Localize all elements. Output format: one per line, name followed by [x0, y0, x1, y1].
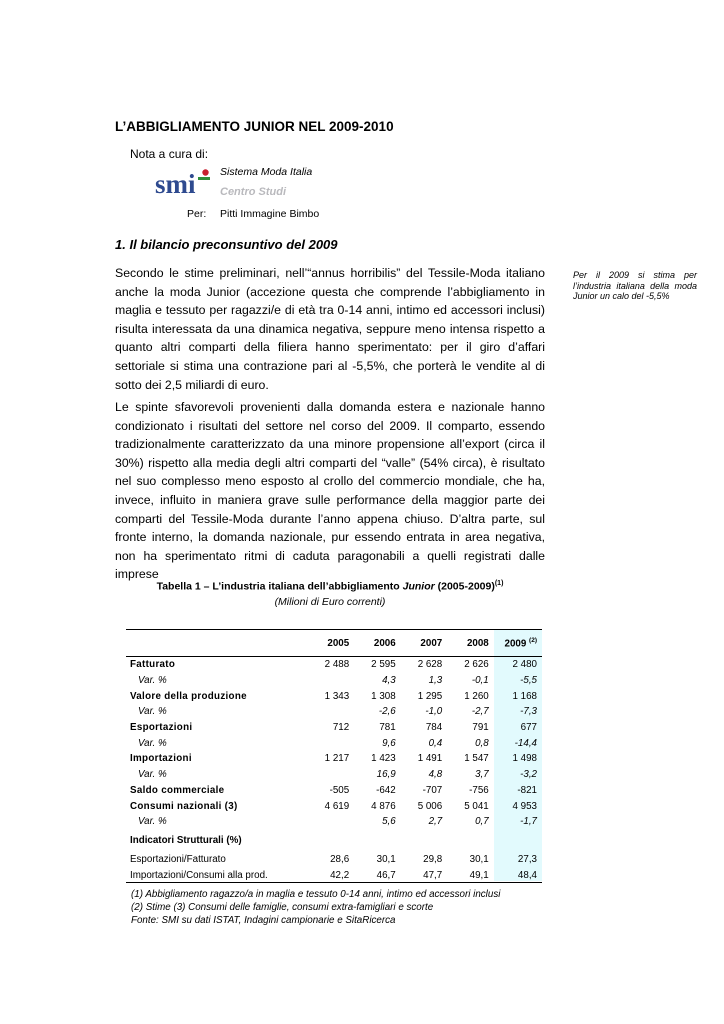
row-label: Var. % [138, 816, 167, 828]
header-year: 2005 [327, 637, 350, 649]
section-heading: 1. Il bilancio preconsuntivo del 2009 [115, 237, 338, 252]
table-cell: 1 498 [512, 753, 537, 765]
table-cell [308, 673, 355, 689]
table-cell: 5 006 [417, 800, 443, 812]
table-cell: 5 041 [464, 800, 489, 812]
org-name: Sistema Moda Italia [220, 166, 313, 178]
table-cell: 28,6 [330, 853, 350, 865]
table-cell: 1 343 [324, 690, 350, 702]
table-cell: 2,7 [428, 816, 443, 828]
table-caption [115, 580, 545, 593]
table-row [126, 657, 542, 673]
margin-note: Per il 2009 si stima per l’industria italiana della moda Junior un calo del -5,5% [573, 270, 697, 302]
row-label: Esportazioni/Fatturato [130, 853, 226, 865]
table-row [126, 798, 542, 814]
table-cell: 46,7 [376, 869, 396, 881]
table-cell: 791 [472, 722, 489, 734]
org-department: Centro Studi [220, 186, 286, 198]
table-cell: 30,1 [469, 853, 489, 865]
table-cell: 677 [520, 722, 537, 734]
table-cell: 781 [379, 722, 396, 734]
row-label: Consumi nazionali (3) [130, 800, 238, 812]
table-subcaption: (Milioni di Euro correnti) [274, 596, 386, 608]
nota-label: Nota a cura di: [130, 147, 209, 161]
table-row [126, 830, 542, 852]
data-table [126, 629, 542, 883]
table-body [126, 657, 542, 883]
row-label: Var. % [138, 737, 167, 749]
row-label: Var. % [138, 769, 167, 781]
table-cell: 1 423 [371, 753, 396, 765]
table-cell: 784 [425, 722, 443, 734]
table-cell: 2 626 [464, 659, 489, 671]
table-cell: -642 [376, 784, 396, 796]
table-row [126, 673, 542, 689]
table-cell: 5,6 [382, 816, 396, 828]
table-cell: 0,4 [428, 737, 443, 749]
table-cell [354, 830, 401, 852]
table-cell: -2,7 [471, 706, 489, 718]
table-cell: -7,3 [520, 706, 537, 718]
smi-logo-text: smi [155, 169, 196, 198]
logo-green-bar [198, 177, 210, 180]
per-value: Pitti Immagine Bimbo [220, 208, 320, 220]
table-cell: 4 876 [371, 800, 396, 812]
per-label: Per: [187, 208, 207, 220]
table-cell: 48,4 [517, 869, 537, 881]
body-paragraph-1: Secondo le stime preliminari, nell’“annus horribilis” del Tessile-Moda italiano anche la moda Junior (accezione questa che comprende l’abbigliamento in maglia e tessuto per ragazzi/e di età tra 0-14 anni, intimo ed accessori inclusi) risulta interessata da una dinamica negativa, seppure meno intensa rispetto a quanto altri comparti della filiera hanno sperimentato: per il giro d’affari settoriale si stima una contrazione pari al -5,5%, che porterà le vendite al di sotto dei 2,5 miliardi di euro. [115, 266, 545, 392]
table-cell: -1,7 [520, 816, 537, 828]
body-paragraph-2: Le spinte sfavorevoli provenienti dalla domanda estera e nazionale hanno condizionato i risultati del settore nel corso del 2009. Il comparto, essendo tradizionalmente caratterizzato da una minore propensione all’export (circa il 30%) rispetto alla media degli altri comparti del “valle” (54% circa), è risultato nel suo complesso meno esposto al crollo del commercio mondiale, che ha, invece, influito in maniera grave sulle performance della maggior parte dei comparti del Tessile-Moda durante l’anno appena chiuso. D’altra parte, sul fronte interno, la domanda nazionale, pur essendo entrata in area negativa, non ha sperimentato ritmi di caduta paragonabili a quelli registrati dalle imprese [115, 400, 545, 582]
table-cell: 1 260 [464, 690, 489, 702]
header-year: 2009 [504, 638, 527, 650]
table-cell: 9,6 [382, 737, 396, 749]
table-cell: 47,7 [423, 869, 443, 881]
table-header-row [126, 629, 542, 657]
row-label: Importazioni [130, 753, 192, 765]
table-cell: -14,4 [514, 737, 537, 749]
caption-emphasis: Junior [402, 580, 435, 593]
table-row [126, 767, 542, 783]
table-row [126, 867, 542, 883]
table-cell: 30,1 [376, 853, 396, 865]
table-cell: 1 491 [417, 753, 443, 765]
row-label: Valore della produzione [130, 690, 247, 702]
row-label: Esportazioni [130, 722, 193, 734]
table-cell: 1 308 [371, 690, 396, 702]
table-row [126, 735, 542, 751]
footnote-1: (1) Abbigliamento ragazzo/a in maglia e tessuto 0-14 anni, intimo ed accessori inclusi [131, 889, 501, 900]
table-cell [494, 830, 542, 852]
table-row [126, 704, 542, 720]
header-year: 2006 [373, 637, 396, 649]
table-cell [308, 814, 355, 830]
table-cell: 49,1 [469, 869, 489, 881]
table-row [126, 783, 542, 799]
row-label: Var. % [138, 706, 167, 718]
table-cell [308, 767, 355, 783]
table-row [126, 720, 542, 736]
row-label: Fatturato [130, 659, 176, 671]
caption-text: Tabella 1 – L’industria italiana dell’abbigliamento [156, 580, 403, 593]
table-cell: 1,3 [428, 675, 443, 687]
header-blank [126, 629, 308, 657]
data-table-wrapper [126, 629, 542, 883]
header-year: 2008 [466, 637, 489, 649]
table-cell: 42,2 [330, 869, 350, 881]
table-cell: 1 547 [464, 753, 489, 765]
table-cell: 4,3 [382, 675, 396, 687]
header-year-2009 [494, 629, 542, 657]
table-cell: 2 595 [371, 659, 396, 671]
table-cell: -3,2 [520, 769, 537, 781]
table-cell: 712 [332, 722, 350, 734]
table-cell: -821 [517, 784, 537, 796]
caption-years: (2005-2009) [434, 580, 495, 593]
footnote-2: (2) Stime (3) Consumi delle famiglie, consumi extra-famigliari e scorte [131, 902, 434, 913]
table-cell: -2,6 [378, 706, 396, 718]
table-cell: 0,8 [475, 737, 489, 749]
row-label: Var. % [138, 675, 167, 687]
table-cell: 16,9 [376, 769, 396, 781]
table-cell [447, 830, 494, 852]
table-cell: 4 953 [512, 800, 537, 812]
row-label: Indicatori Strutturali (%) [130, 835, 242, 847]
table-cell: -756 [469, 784, 489, 796]
table-cell: 2 488 [324, 659, 350, 671]
year-footnote-ref: (2) [529, 636, 537, 644]
table-cell: -505 [329, 784, 350, 796]
table-cell [401, 830, 448, 852]
table-cell [308, 735, 355, 751]
header-year: 2007 [420, 637, 443, 649]
table-cell: -1,0 [425, 706, 443, 718]
table-cell: 1 217 [324, 753, 350, 765]
table-cell: 27,3 [517, 853, 537, 865]
table-row [126, 814, 542, 830]
table-row [126, 688, 542, 704]
table-row [126, 852, 542, 868]
table-cell: 1 295 [417, 690, 443, 702]
row-label: Importazioni/Consumi alla prod. [130, 869, 268, 881]
table-cell: 2 628 [417, 659, 443, 671]
table-cell: 29,8 [423, 853, 443, 865]
logo-red-dot [202, 169, 208, 175]
table-cell: 4 619 [324, 800, 350, 812]
table-row [126, 751, 542, 767]
source-note: Fonte: SMI su dati ISTAT, Indagini campionarie e SitaRicerca [131, 915, 396, 926]
smi-logo [155, 168, 211, 198]
caption-footnote-ref: (1) [494, 580, 504, 587]
table-cell: 0,7 [475, 816, 489, 828]
table-cell [308, 830, 355, 852]
row-label: Saldo commerciale [130, 784, 225, 796]
table-cell: -0,1 [471, 675, 489, 687]
table-cell: -707 [422, 784, 443, 796]
table-cell: 4,8 [428, 769, 443, 781]
document-title: L’ABBIGLIAMENTO JUNIOR NEL 2009-2010 [115, 119, 394, 134]
table-cell: 2 480 [512, 659, 537, 671]
table-cell: 1 168 [512, 690, 537, 702]
table-cell [308, 704, 355, 720]
table-cell: -5,5 [520, 675, 537, 687]
table-cell: 3,7 [475, 769, 489, 781]
